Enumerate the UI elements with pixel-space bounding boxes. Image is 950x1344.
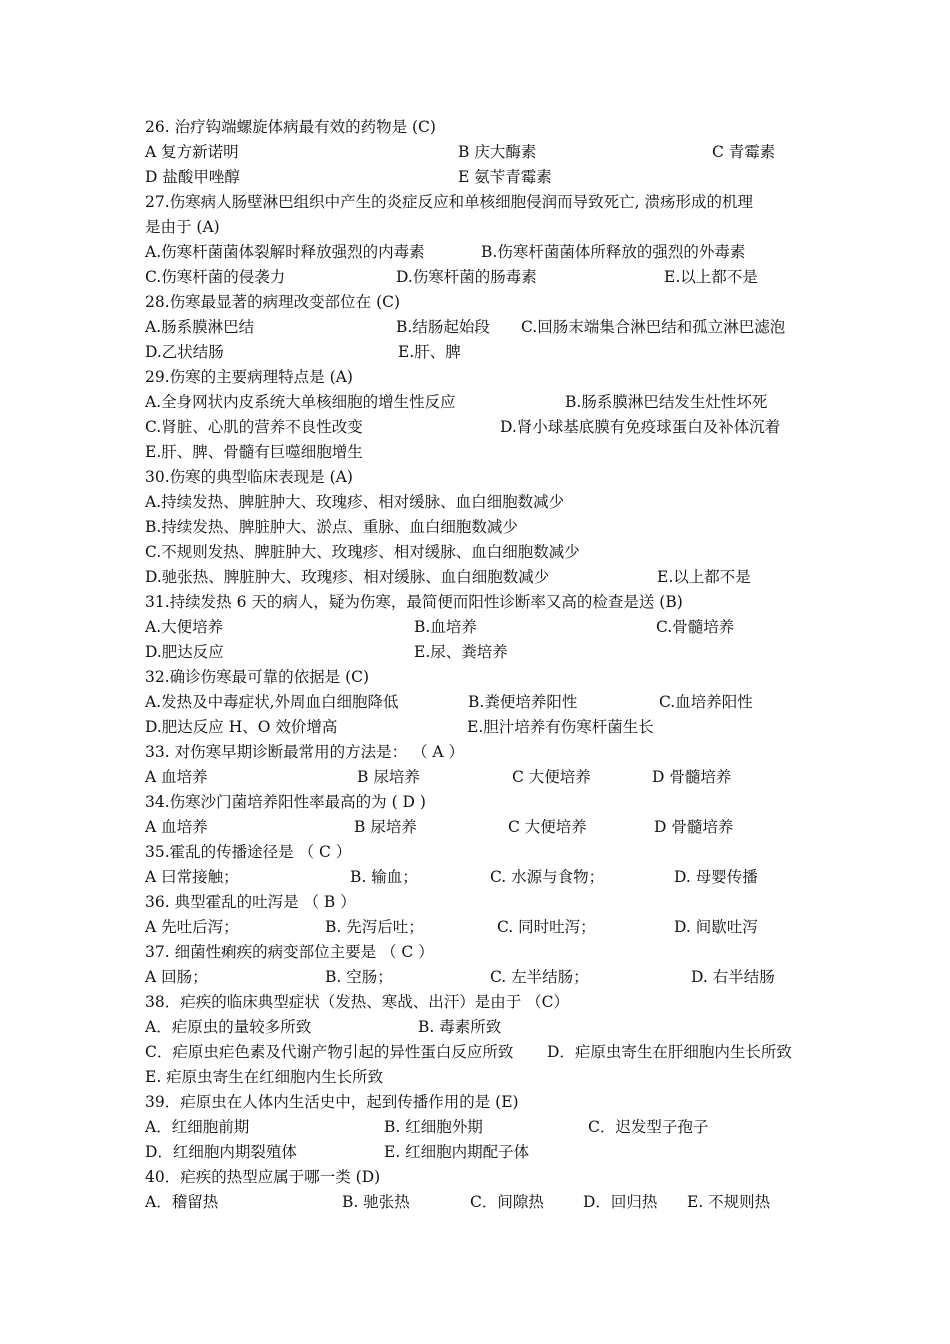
question-39-option-a: A．红细胞前期 [145,1118,250,1136]
question-29-option-a: A.全身网状内皮系统大单核细胞的增生性反应 [145,393,456,411]
question-28-option-e: E.肝、脾 [398,343,461,361]
question-40-option-b: B. 驰张热 [342,1193,410,1211]
question-32-option-d: D.肥达反应 H、O 效价增高 [145,718,338,736]
question-29-option-c: C.肾脏、心肌的营养不良性改变 [145,418,363,436]
question-28-option-b: B.结肠起始段 [396,318,490,336]
question-35-option-d: D. 母婴传播 [674,868,758,886]
question-26-option-e: E 氨苄青霉素 [458,168,552,186]
question-32-option-a: A.发热及中毒症状,外周血白细胞降低 [145,693,399,711]
question-35-option-c: C. 水源与食物； [490,868,605,886]
question-31-stem: 31.持续发热 6 天的病人，疑为伤寒，最简便而阳性诊断率又高的检查是送 (B) [145,593,683,611]
question-38-option-e: E. 疟原虫寄生在红细胞内生长所致 [145,1068,384,1086]
question-35-option-b: B. 输血； [350,868,418,886]
question-27-option-e: E.以上都不是 [664,268,758,286]
question-35-stem: 35.霍乱的传播途径是 （ C ） [145,843,352,861]
question-36-option-b: B. 先泻后吐； [325,918,424,936]
question-29-option-d: D.肾小球基底膜有免疫球蛋白及补体沉着 [500,418,781,436]
question-30-option-a: A.持续发热、脾脏肿大、玫瑰疹、相对缓脉、血白细胞数减少 [145,493,565,511]
question-39-option-d: D．红细胞内期裂殖体 [145,1143,297,1161]
question-37-option-a: A 回肠； [145,968,208,986]
question-33-option-c: C 大便培养 [512,768,591,786]
question-32-option-c: C.血培养阳性 [659,693,753,711]
question-37-stem: 37. 细菌性痢疾的病变部位主要是 （ C ） [145,943,434,961]
question-30-option-e: E.以上都不是 [657,568,751,586]
question-30-option-c: C.不规则发热、脾脏肿大、玫瑰疹、相对缓脉、血白细胞数减少 [145,543,580,561]
question-33-option-a: A 血培养 [145,768,208,786]
question-40-option-d: D．回归热 [583,1193,658,1211]
question-31-option-a: A.大便培养 [145,618,224,636]
question-40-option-e: E. 不规则热 [687,1193,771,1211]
question-30-option-b: B.持续发热、脾脏肿大、淤点、重脉、血白细胞数减少 [145,518,518,536]
question-31-option-e: E.尿、粪培养 [414,643,508,661]
question-27-option-d: D.伤寒杆菌的肠毒素 [396,268,537,286]
question-36-option-c: C. 同时吐泻； [497,918,596,936]
question-38-option-d: D．疟原虫寄生在肝细胞内生长所致 [547,1043,792,1061]
question-28-option-a: A.肠系膜淋巴结 [145,318,255,336]
question-30-stem: 30.伤寒的典型临床表现是 (A) [145,468,353,486]
question-37-option-d: D. 右半结肠 [691,968,775,986]
question-35-option-a: A 曰常接触； [145,868,239,886]
question-37-option-b: B. 空肠； [325,968,393,986]
question-26-option-d: D 盐酸甲唑醇 [145,168,240,186]
question-26-stem: 26. 治疗钩端螺旋体病最有效的药物是 (C) [145,118,436,136]
question-36-option-a: A 先吐后泻； [145,918,239,936]
question-26-option-b: B 庆大酶素 [458,143,537,161]
question-39-option-b: B. 红细胞外期 [384,1118,483,1136]
question-37-option-c: C. 左半结肠； [490,968,589,986]
question-34-option-a: A 血培养 [145,818,208,836]
question-27-stem-continued: 是由于 (A) [145,218,220,236]
question-27-stem: 27.伤寒病人肠壁淋巴组织中产生的炎症反应和单核细胞侵润而导致死亡, 溃疡形成的机理 [145,193,754,211]
question-38-stem: 38．疟疾的临床典型症状（发热、寒战、出汗）是由于 （C） [145,993,570,1011]
question-40-stem: 40．疟疾的热型应属于哪一类 (D) [145,1168,381,1186]
question-31-option-b: B.血培养 [414,618,477,636]
question-32-option-e: E.胆汁培养有伤寒杆菌生长 [467,718,654,736]
question-34-option-c: C 大便培养 [508,818,587,836]
question-33-stem: 33. 对伤寒早期诊断最常用的方法是： （ A ） [145,743,465,761]
question-40-option-a: A．稽留热 [145,1193,219,1211]
question-32-stem: 32.确诊伤寒最可靠的依据是 (C) [145,668,370,686]
question-26-option-a: A 复方新诺明 [145,143,239,161]
question-38-option-b: B. 毒素所致 [418,1018,502,1036]
question-26-option-c: C 青霉素 [712,143,776,161]
question-39-option-e: E. 红细胞内期配子体 [384,1143,530,1161]
question-28-option-d: D.乙状结肠 [145,343,224,361]
question-32-option-b: B.粪便培养阳性 [468,693,578,711]
question-27-option-c: C.伤寒杆菌的侵袭力 [145,268,286,286]
question-39-stem: 39．疟原虫在人体内生活史中，起到传播作用的是 (E) [145,1093,519,1111]
question-29-option-e: E.肝、脾、骨髓有巨噬细胞增生 [145,443,363,461]
question-31-option-c: C.骨髓培养 [656,618,735,636]
question-30-option-d: D.驰张热、脾脏肿大、玫瑰疹、相对缓脉、血白细胞数减少 [145,568,550,586]
question-40-option-c: C．间隙热 [470,1193,544,1211]
question-33-option-b: B 尿培养 [357,768,420,786]
question-27-option-a: A.伤寒杆菌菌体裂解时释放强烈的内毒素 [145,243,425,261]
question-28-stem: 28.伤寒最显著的病理改变部位在 (C) [145,293,401,311]
question-34-option-b: B 尿培养 [354,818,417,836]
question-28-option-c: C.回肠末端集合淋巴结和孤立淋巴滤泡 [521,318,786,336]
question-27-option-b: B.伤寒杆菌菌体所释放的强烈的外毒素 [481,243,746,261]
question-39-option-c: C．迟发型子孢子 [588,1118,709,1136]
question-34-stem: 34.伤寒沙门菌培养阳性率最高的为 ( D ) [145,793,426,811]
question-36-option-d: D. 间歇吐泻 [674,918,758,936]
question-31-option-d: D.肥达反应 [145,643,224,661]
question-34-option-d: D 骨髓培养 [654,818,734,836]
question-29-option-b: B.肠系膜淋巴结发生灶性坏死 [565,393,768,411]
question-36-stem: 36. 典型霍乱的吐泻是 （ B ） [145,893,356,911]
question-38-option-a: A．疟原虫的量较多所致 [145,1018,312,1036]
question-38-option-c: C．疟原虫疟色素及代谢产物引起的异性蛋白反应所致 [145,1043,514,1061]
question-29-stem: 29.伤寒的主要病理特点是 (A) [145,368,353,386]
question-33-option-d: D 骨髓培养 [652,768,732,786]
